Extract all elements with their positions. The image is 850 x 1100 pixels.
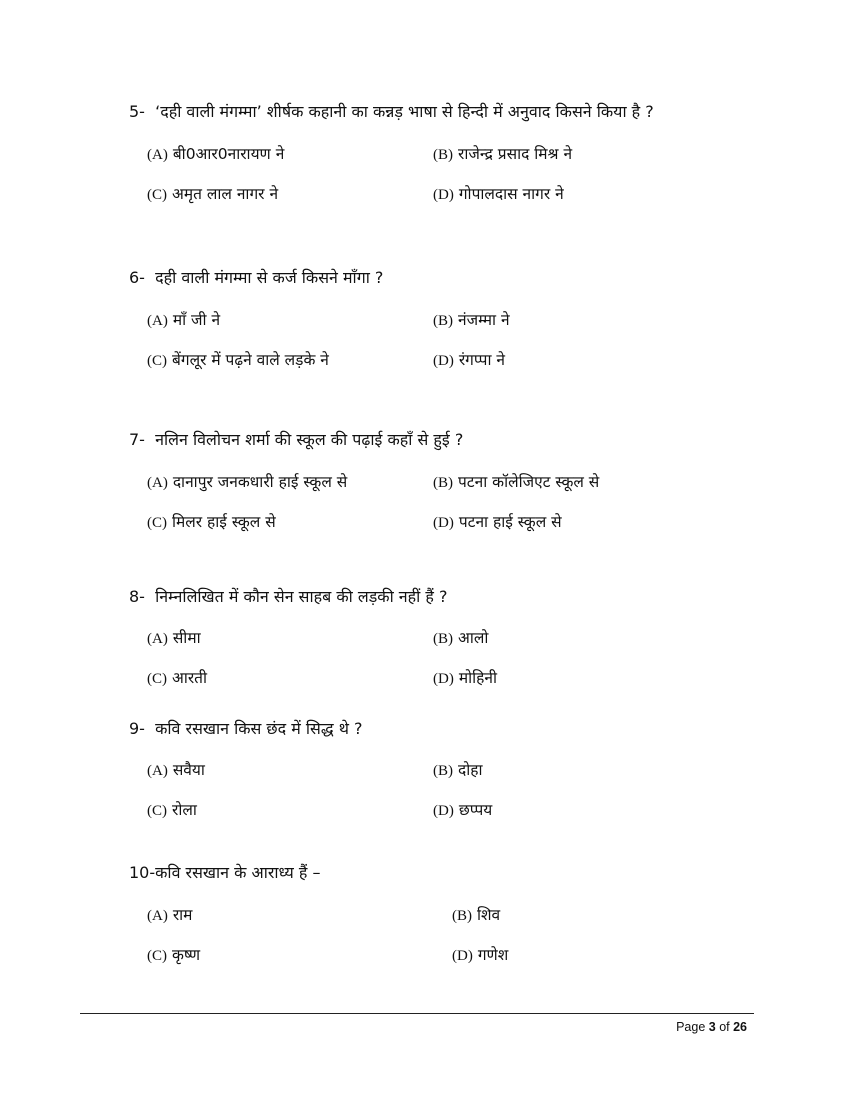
question-9 bbox=[129, 719, 363, 739]
question-text: नलिन विलोचन शर्मा की स्कूल की पढ़ाई कहाँ से हुई ? bbox=[155, 430, 464, 449]
question-number: 10- bbox=[129, 863, 156, 882]
option-7b: (B) पटना कॉलेजिएट स्कूल से bbox=[433, 473, 600, 491]
question-5 bbox=[129, 102, 654, 122]
option-9c: (C) रोला bbox=[147, 801, 197, 819]
option-10d: (D) गणेश bbox=[452, 946, 509, 964]
option-6d: (D) रंगप्पा ने bbox=[433, 351, 506, 369]
option-6c: (C) बेंगलूर में पढ़ने वाले लड़के ने bbox=[147, 351, 329, 369]
option-8d: (D) मोहिनी bbox=[433, 669, 497, 687]
option-5c: (C) अमृत लाल नागर ने bbox=[147, 185, 279, 203]
question-text: कवि रसखान किस छंद में सिद्ध थे ? bbox=[155, 719, 363, 738]
footer-divider bbox=[80, 1013, 754, 1014]
question-10 bbox=[129, 863, 321, 883]
option-8c: (C) आरती bbox=[147, 669, 208, 687]
question-text: ‘दही वाली मंगम्मा’ शीर्षक कहानी का कन्नड़ भाषा से हिन्दी में अनुवाद किसने किया है ? bbox=[155, 102, 654, 121]
option-8b: (B) आलो bbox=[433, 629, 489, 647]
option-6b: (B) नंजम्मा ने bbox=[433, 311, 510, 329]
question-7 bbox=[129, 430, 463, 450]
option-10c: (C) कृष्ण bbox=[147, 946, 201, 964]
option-5d: (D) गोपालदास नागर ने bbox=[433, 185, 564, 203]
question-8 bbox=[129, 587, 448, 607]
question-number: 8- bbox=[129, 587, 145, 606]
question-number: 9- bbox=[129, 719, 145, 738]
option-8a: (A) सीमा bbox=[147, 629, 201, 647]
question-text: दही वाली मंगम्मा से कर्ज किसने माँगा ? bbox=[155, 268, 384, 287]
question-text: निम्नलिखित में कौन सेन साहब की लड़की नहीं हैं ? bbox=[155, 587, 448, 606]
option-10b: (B) शिव bbox=[452, 906, 501, 924]
option-9a: (A) सवैया bbox=[147, 761, 205, 779]
option-9b: (B) दोहा bbox=[433, 761, 483, 779]
question-number: 7- bbox=[129, 430, 145, 449]
option-9d: (D) छप्पय bbox=[433, 801, 493, 819]
option-5a: (A) बी0आर0नारायण ने bbox=[147, 145, 285, 163]
option-5b: (B) राजेन्द्र प्रसाद मिश्र ने bbox=[433, 145, 573, 163]
question-number: 5- bbox=[129, 102, 145, 121]
option-7a: (A) दानापुर जनकधारी हाई स्कूल से bbox=[147, 473, 348, 491]
question-text: कवि रसखान के आराध्य हैं – bbox=[155, 863, 321, 882]
option-10a: (A) राम bbox=[147, 906, 193, 924]
question-number: 6- bbox=[129, 268, 145, 287]
page-number: Page 3 of 26 bbox=[676, 1020, 747, 1034]
option-7d: (D) पटना हाई स्कूल से bbox=[433, 513, 562, 531]
question-6 bbox=[129, 268, 383, 288]
option-7c: (C) मिलर हाई स्कूल से bbox=[147, 513, 276, 531]
option-6a: (A) माँ जी ने bbox=[147, 311, 221, 329]
